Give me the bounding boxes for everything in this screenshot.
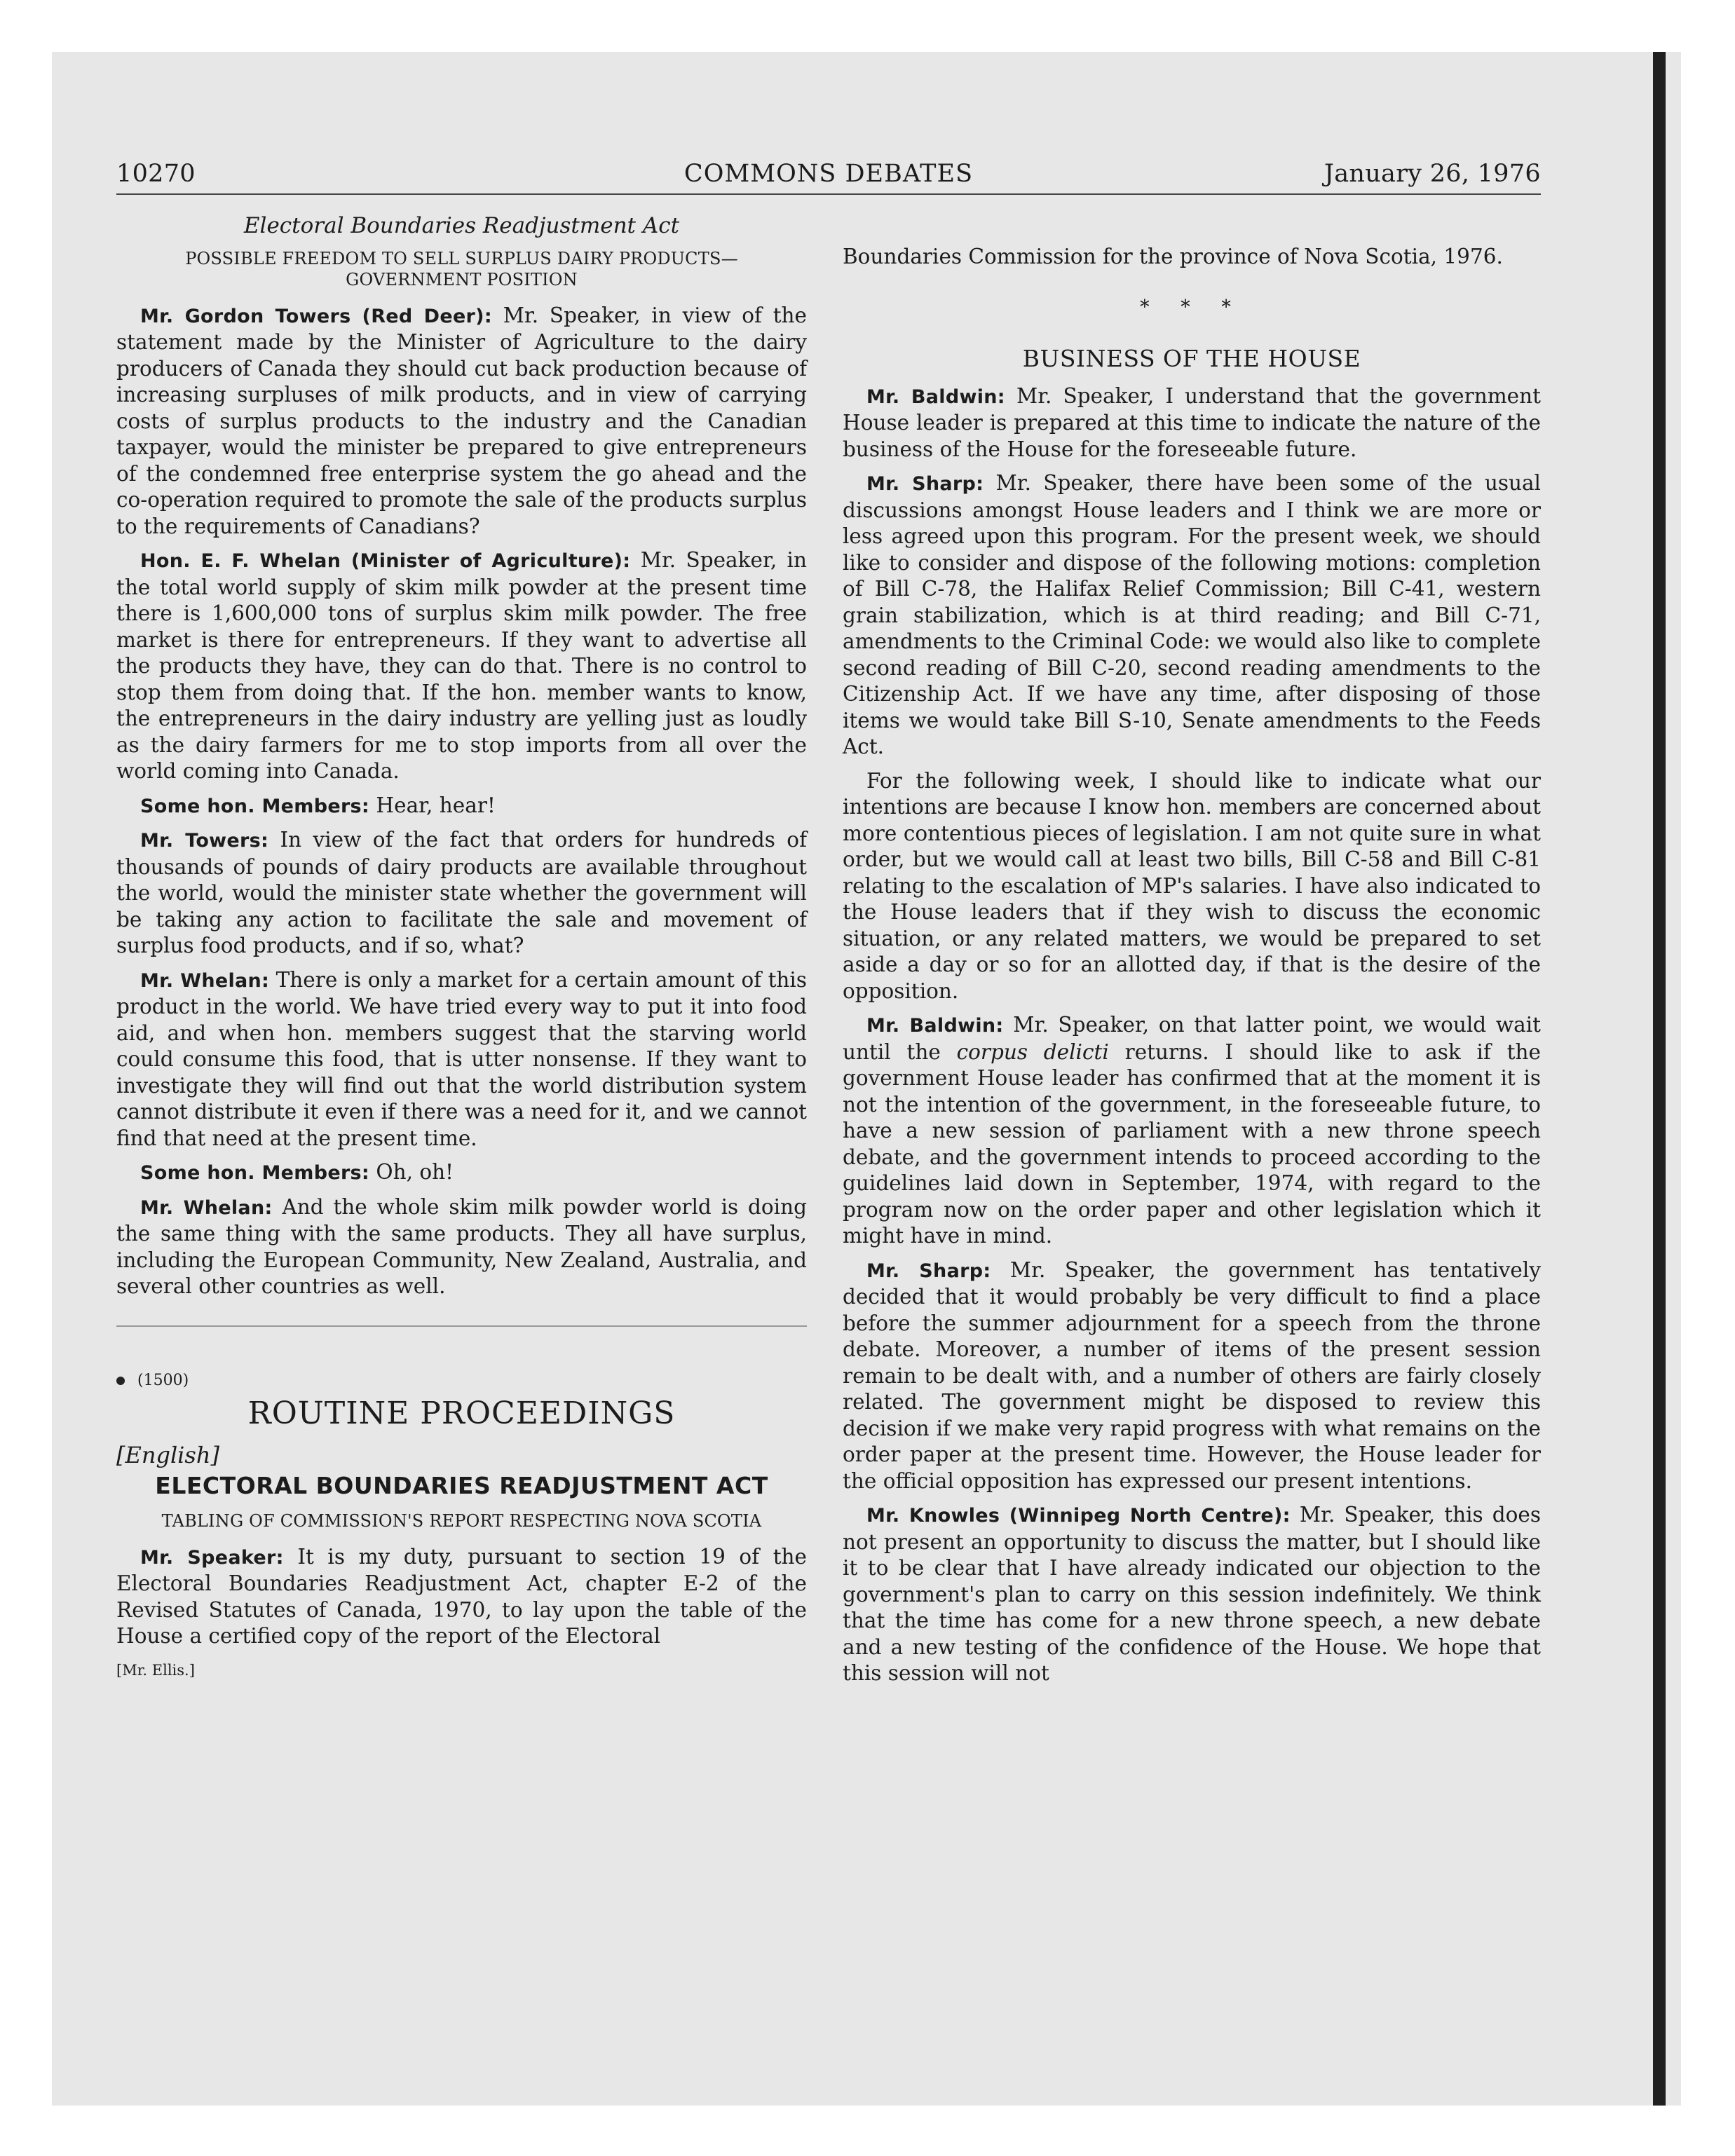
speaker-name: Mr. Knowles (Winnipeg North Centre): xyxy=(866,1505,1291,1527)
speaker-name: Mr. Baldwin: xyxy=(866,386,1005,408)
paragraph xyxy=(116,793,807,820)
subheading: POSSIBLE FREEDOM TO SELL SURPLUS DAIRY PRODUCTS— GOVERNMENT POSITION xyxy=(185,248,738,289)
speech-text: returns. I should like to ask if the government House leader has confirmed that at the moment it is not the intention of the government, in the foreseeable future, to have a new session of parliament with a new throne speech debate, and the government intends to proceed according to the guidelines laid down in September, 1974, with regard to the program now on the order paper and other legislation which it might have in mind. xyxy=(843,1039,1541,1248)
speech-text: Mr. Speaker, there have been some of the usual discussions amongst House leaders and I think we are more or less agreed upon this program. For the present week, we should like to consider and dispose of the following motions: completion of Bill C-78, the Halifax Relief Commission; Bill C-41, western grain stabilization, which is at third reading; and Bill C-71, amendments to the Criminal Code: we would also like to complete second reading of Bill C-20, second reading amendments to the Citizenship Act. If we have any time, after disposing of those items we would take Bill S-10, Senate amendments to the Feeds Act. xyxy=(843,471,1541,758)
speaker-name: Some hon. Members: xyxy=(140,1162,370,1184)
paragraph xyxy=(843,1502,1541,1687)
tabling-heading: TABLING OF COMMISSION'S REPORT RESPECTING NOVA SCOTIA xyxy=(161,1510,762,1531)
byline: [Mr. Ellis.] xyxy=(116,1661,195,1679)
paragraph xyxy=(116,967,807,1152)
speech-text: For the following week, I should like to indicate what our intentions are because I know hon. members are concerned about more contentious pieces of legislation. I am not quite sure in what order, but we would call at least two bills, Bill C-58 and Bill C-81 relating to the escalation of MP's salaries. I have also indicated to the House leaders that if they wish to discuss the economic situation, or any related matters, we would be prepared to set aside a day or so for an allotted day, if that is the desire of the opposition. xyxy=(843,768,1541,1003)
bullet-icon xyxy=(116,1377,125,1385)
speech-text: Mr. Speaker, the government has tentatively decided that it would probably be very difficult to find a place before the summer adjournment for a speech from the throne debate. Moreover, a number of items of the present session remain to be dealt with, and a number of others are fairly closely related. The government might be disposed to review this decision if we make very rapid progress with what remains on the order paper at the present time. However, the House leader for the official opposition has expressed our present intentions. xyxy=(843,1257,1541,1493)
italic-term: corpus delicti xyxy=(956,1039,1109,1064)
speaker-name: Mr. Gordon Towers (Red Deer): xyxy=(140,305,492,327)
paragraph xyxy=(843,383,1541,463)
speech-text: Hear, hear! xyxy=(369,793,496,817)
business-title: BUSINESS OF THE HOUSE xyxy=(1022,345,1361,372)
scan-edge xyxy=(1653,52,1666,2106)
page-header xyxy=(116,160,1541,193)
speech-text: And the whole skim milk powder world is doing the same thing with the same products. They all have surplus, including the European Community, New Zealand, Australia, and several other countries as well. xyxy=(116,1194,808,1298)
header-rule xyxy=(116,193,1541,195)
speaker-name: Mr. Speaker: xyxy=(140,1546,284,1569)
paragraph xyxy=(116,1159,807,1187)
right-column xyxy=(843,210,1541,1695)
speech-text: Mr. Speaker, this does not present an opportunity to discuss the matter, but I should like it to be clear that I have already indicated our objection to the government's plan to carry on this session indefinitely. We think that the time has come for a new throne speech, a new debate and a new testing of the confidence of the House. We hope that this session will not xyxy=(843,1503,1541,1685)
speech-text: There is only a market for a certain amount of this product in the world. We have tried every way to put it into food aid, and when hon. members suggest that the starving world could consume this food, that is utter nonsense. If they want to investigate they will find out that the world distribution system cannot distribute it even if there was a need for it, and we cannot find that need at the present time. xyxy=(116,967,807,1150)
paragraph xyxy=(843,1012,1541,1250)
language-tag: [English] xyxy=(116,1441,219,1468)
routine-proceedings-title: ROUTINE PROCEEDINGS xyxy=(247,1396,676,1431)
speaker-name: Mr. Towers: xyxy=(140,830,269,852)
paragraph xyxy=(116,1544,807,1650)
speaker-name: Hon. E. F. Whelan (Minister of Agriculture): xyxy=(140,550,631,572)
speaker-name: Mr. Sharp: xyxy=(866,473,984,495)
speech-text: Mr. Speaker, in view of the statement made by the Minister of Agriculture to the dairy producers of Canada they should cut back production because of increasing surpluses of milk products, and in view of carrying costs of surplus products to the industry and the Canadian taxpayer, would the minister be prepared to give entrepreneurs of the condemned free enterprise system the go ahead and the co-operation required to promote the sale of the products surplus to the requirements of Canadians? xyxy=(116,303,808,538)
time-marker-text: (1500) xyxy=(137,1371,189,1389)
continuation-text: Boundaries Commission for the province of Nova Scotia, 1976. xyxy=(843,245,1503,268)
speech-text: It is my duty, pursuant to section 19 of the Electoral Boundaries Readjustment Act, chapter E-2 of the Revised Statutes of Canada, 1970, to lay upon the table of the House a certified copy of the report of the Electoral xyxy=(116,1544,808,1648)
speech-text: In view of the fact that orders for hundreds of thousands of pounds of dairy products are available throughout the world, would the minister state whether the government will be taking any action to facilitate the sale and movement of surplus food products, and if so, what? xyxy=(116,828,807,957)
paragraph xyxy=(843,470,1541,760)
running-title: COMMONS DEBATES xyxy=(683,160,974,188)
paragraph xyxy=(116,547,807,785)
left-column xyxy=(116,210,807,1684)
speaker-name: Mr. Sharp: xyxy=(866,1260,991,1282)
paragraph xyxy=(843,244,1541,271)
speaker-name: Mr. Whelan: xyxy=(140,1196,273,1219)
paragraph xyxy=(843,768,1541,1005)
speech-text: Mr. Speaker, I understand that the government House leader is prepared at this time to indicate the nature of the business of the House for the foreseeable future. xyxy=(843,383,1541,461)
page-number: 10270 xyxy=(116,160,196,188)
speech-text: Mr. Speaker, on that latter point, we would wait until the xyxy=(843,1013,1542,1064)
section-break: * * * xyxy=(1140,296,1244,318)
act-title: ELECTORAL BOUNDARIES READJUSTMENT ACT xyxy=(155,1472,768,1499)
page-date: January 26, 1976 xyxy=(1324,160,1541,188)
speech-text: Mr. Speaker, in the total world supply of skim milk powder at the present time there is 1,600,000 tons of surplus skim milk powder. The free market is there for entrepreneurs. If they want to advertise all the products they have, they can do that. There is no control to stop them from doing that. If the hon. member wants to know, the entrepreneurs in the dairy industry are yelling just as loudly as the dairy farmers for me to stop imports from all over the world coming into Canada. xyxy=(116,548,807,783)
speaker-name: Some hon. Members: xyxy=(140,795,370,817)
speaker-name: Mr. Baldwin: xyxy=(866,1015,1004,1037)
act-heading: Electoral Boundaries Readjustment Act xyxy=(243,213,680,238)
paragraph xyxy=(116,303,807,540)
time-marker xyxy=(116,1367,807,1394)
paragraph xyxy=(116,1194,807,1300)
speaker-name: Mr. Whelan: xyxy=(140,969,270,992)
section-divider xyxy=(116,1325,807,1327)
speech-text: Oh, oh! xyxy=(369,1160,454,1184)
paragraph xyxy=(116,827,807,960)
paragraph xyxy=(843,1257,1541,1495)
